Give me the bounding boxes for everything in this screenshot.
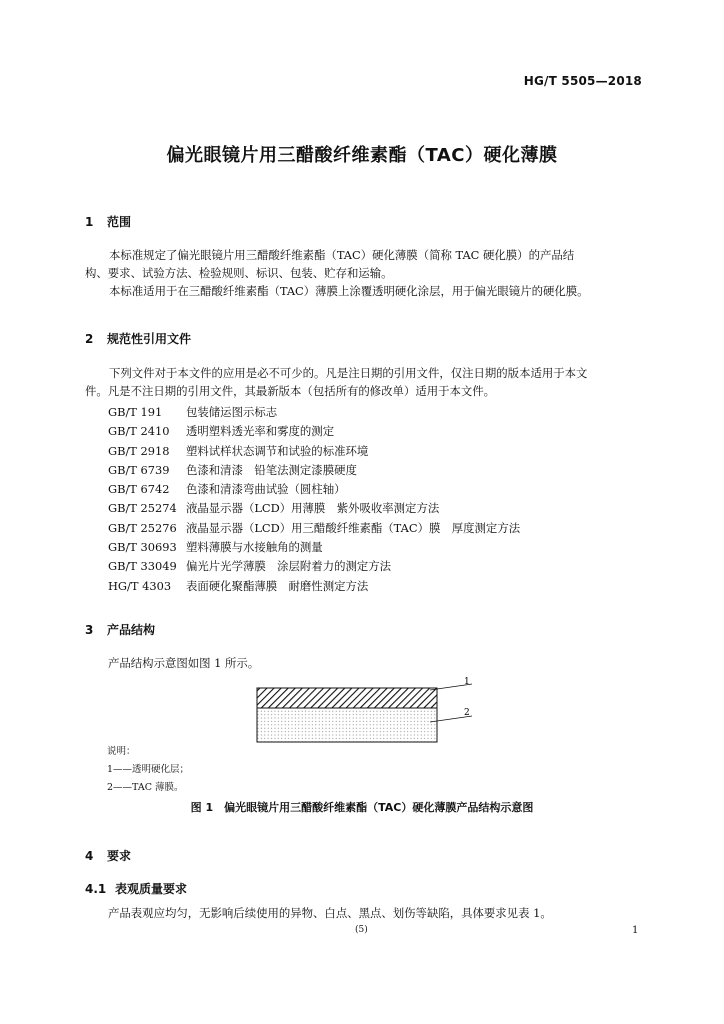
hard-coat-layer xyxy=(257,688,437,708)
reference-title: 包装储运图示标志 xyxy=(186,405,278,419)
reference-code: GB/T 30693 xyxy=(108,540,177,555)
reference-title: 液晶显示器（LCD）用三醋酸纤维素酯（TAC）膜 厚度测定方法 xyxy=(186,520,521,535)
figure-legend xyxy=(107,743,189,797)
paragraph-line: 下列文件对于本文件的应用是必不可少的。凡是注日期的引用文件，仅注日期的版本适用于本文 xyxy=(109,366,588,380)
reference-title: 塑料薄膜与水接触角的测量 xyxy=(186,540,323,555)
reference-list xyxy=(108,404,520,597)
reference-title: 表面硬化聚酯薄膜 耐磨性测定方法 xyxy=(186,578,369,593)
section-number: 4 xyxy=(85,849,94,863)
section-3-heading xyxy=(85,621,155,638)
footer-center-number: (5) xyxy=(355,925,368,935)
reference-item xyxy=(108,443,520,462)
section-4-paragraph: 产品表观应均匀，无影响后续使用的异物、白点、黑点、划伤等缺陷，具体要求见表 1。 xyxy=(108,906,552,920)
standard-number: HG/T 5505—2018 xyxy=(523,74,642,88)
section-3-paragraph: 产品结构示意图如图 1 所示。 xyxy=(108,656,260,670)
legend-title: 说明： xyxy=(107,746,136,757)
section-title: 产品结构 xyxy=(107,623,156,637)
reference-item xyxy=(108,500,520,519)
page-number: 1 xyxy=(632,925,639,936)
reference-code: GB/T 2410 xyxy=(108,424,170,439)
legend-item: 2——TAC 薄膜。 xyxy=(107,782,184,793)
tac-film-layer xyxy=(257,708,437,742)
figure-label-1: 1 xyxy=(464,677,470,687)
figure-caption: 图 1 偏光眼镜片用三醋酸纤维素酯（TAC）硬化薄膜产品结构示意图 xyxy=(190,801,534,814)
paragraph-line: 本标准规定了偏光眼镜片用三醋酸纤维素酯（TAC）硬化薄膜（简称 TAC 硬化膜）的产品结 xyxy=(109,248,575,262)
section-number: 3 xyxy=(85,623,94,637)
document-title: 偏光眼镜片用三醋酸纤维素酯（TAC）硬化薄膜 xyxy=(166,145,558,166)
reference-code: GB/T 33049 xyxy=(108,559,177,574)
paragraph-line: 本标准适用于在三醋酸纤维素酯（TAC）薄膜上涂覆透明硬化涂层，用于偏光眼镜片的硬化膜。 xyxy=(109,284,589,298)
reference-item xyxy=(108,520,520,539)
reference-code: GB/T 2918 xyxy=(108,443,170,458)
subsection-title: 表观质量要求 xyxy=(115,882,188,896)
reference-title: 色漆和清漆弯曲试验（圆柱轴） xyxy=(186,482,346,497)
reference-code: GB/T 25276 xyxy=(108,520,177,535)
reference-title: 液晶显示器（LCD）用薄膜 紫外吸收率测定方法 xyxy=(186,501,440,516)
section-1-heading xyxy=(85,213,131,230)
section-number: 2 xyxy=(85,332,94,346)
reference-code: GB/T 6742 xyxy=(108,482,170,497)
section-1-body xyxy=(85,246,641,300)
reference-item xyxy=(108,462,520,481)
section-title: 范围 xyxy=(107,215,132,229)
reference-item xyxy=(108,404,520,423)
reference-item xyxy=(108,539,520,558)
section-number: 1 xyxy=(85,215,94,229)
reference-item xyxy=(108,481,520,500)
section-title: 规范性引用文件 xyxy=(107,332,192,346)
reference-title: 偏光片光学薄膜 涂层附着力的测定方法 xyxy=(186,559,392,574)
reference-code: GB/T 191 xyxy=(108,405,163,419)
reference-code: GB/T 6739 xyxy=(108,462,170,477)
reference-title: 透明塑料透光率和雾度的测定 xyxy=(186,424,335,439)
paragraph-line: 件。凡是不注日期的引用文件，其最新版本（包括所有的修改单）适用于本文件。 xyxy=(85,384,496,398)
paragraph-line: 构、要求、试验方法、检验规则、标识、包装、贮存和运输。 xyxy=(85,266,393,280)
legend-item: 1——透明硬化层； xyxy=(107,764,190,775)
reference-item xyxy=(108,423,520,442)
reference-code: GB/T 25274 xyxy=(108,501,177,516)
reference-title: 塑料试样状态调节和试验的标准环境 xyxy=(186,443,369,458)
subsection-4-1-heading xyxy=(85,880,187,897)
reference-item xyxy=(108,578,520,597)
figure-label-2: 2 xyxy=(464,708,470,718)
product-structure-figure xyxy=(250,676,480,746)
section-2-heading xyxy=(85,330,191,347)
subsection-number: 4.1 xyxy=(85,882,107,896)
section-title: 要求 xyxy=(107,849,132,863)
reference-code: HG/T 4303 xyxy=(108,578,172,593)
section-4-heading xyxy=(85,847,131,864)
section-2-intro xyxy=(85,364,641,400)
reference-item xyxy=(108,558,520,577)
reference-title: 色漆和清漆 铅笔法测定漆膜硬度 xyxy=(186,462,357,477)
